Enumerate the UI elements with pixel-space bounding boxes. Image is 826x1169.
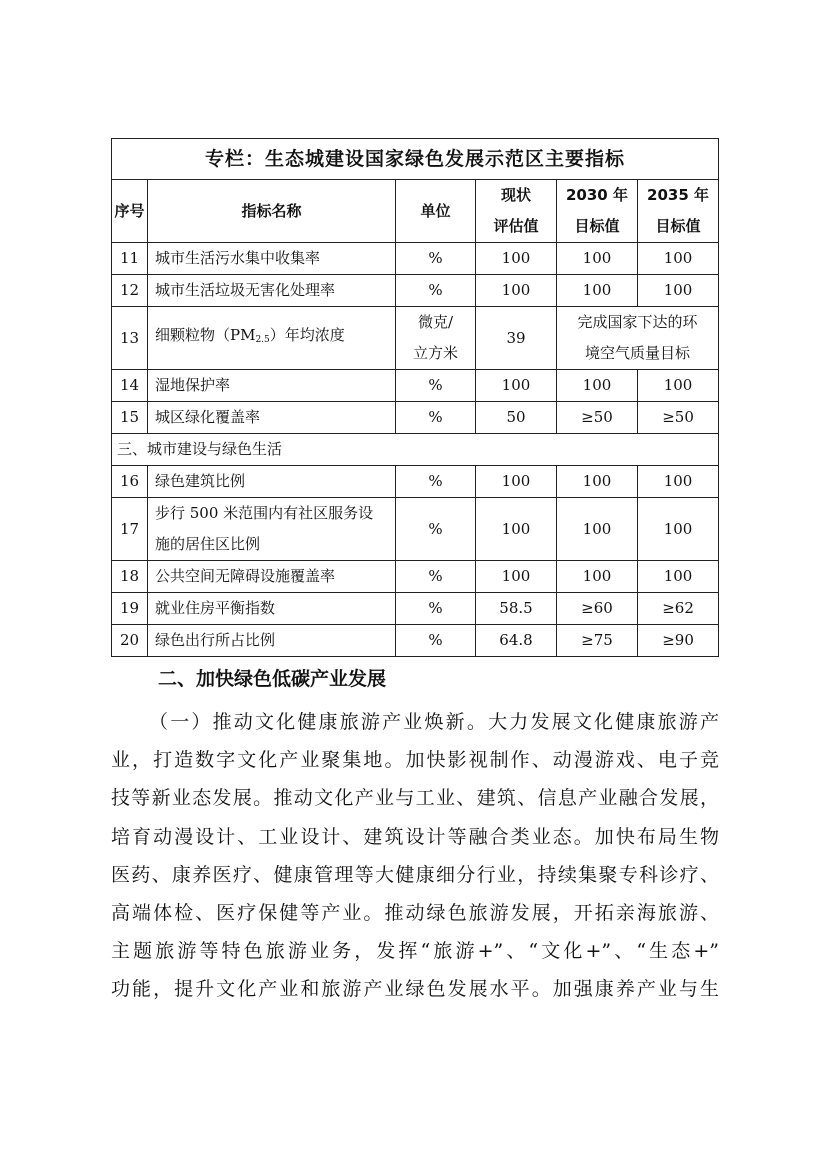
section-heading: 三、城市建设与绿色生活 xyxy=(112,434,719,466)
row-2035: ≥90 xyxy=(638,625,719,657)
row-2035: ≥50 xyxy=(638,402,719,434)
row-unit: % xyxy=(396,243,476,275)
row-unit: % xyxy=(396,370,476,402)
section-row xyxy=(112,434,719,466)
row-2030: ≥60 xyxy=(557,593,638,625)
row-2030: ≥50 xyxy=(557,402,638,434)
row-unit: % xyxy=(396,561,476,593)
row-name: 绿色出行所占比例 xyxy=(148,625,396,657)
row-name: 就业住房平衡指数 xyxy=(148,593,396,625)
row-name xyxy=(148,498,396,561)
table-row xyxy=(112,593,719,625)
row-target-merged xyxy=(557,307,719,370)
row-name-subscript: 2.5 xyxy=(255,335,270,345)
row-2030: 100 xyxy=(557,498,638,561)
section-heading-2: 二、加快绿色低碳产业发展 xyxy=(158,668,387,690)
row-target-line1: 完成国家下达的环 xyxy=(577,313,698,331)
row-unit: % xyxy=(396,402,476,434)
row-current: 64.8 xyxy=(476,625,557,657)
header-current xyxy=(476,180,557,243)
row-seq: 19 xyxy=(112,593,148,625)
row-current: 58.5 xyxy=(476,593,557,625)
table-row xyxy=(112,402,719,434)
table-row xyxy=(112,466,719,498)
row-name: 湿地保护率 xyxy=(148,370,396,402)
header-unit: 单位 xyxy=(396,180,476,243)
row-name: 绿色建筑比例 xyxy=(148,466,396,498)
row-2030: 100 xyxy=(557,561,638,593)
header-name: 指标名称 xyxy=(148,180,396,243)
row-unit: % xyxy=(396,498,476,561)
indicator-table xyxy=(111,138,719,657)
header-2030 xyxy=(557,180,638,243)
row-current: 100 xyxy=(476,243,557,275)
paragraph-lead: （一）推动文化健康旅游产业焕新。 xyxy=(149,711,489,733)
table-row xyxy=(112,561,719,593)
paragraph-line: 培育动漫设计、工业设计、建筑设计等融合类业态。加快布局生物 xyxy=(111,825,719,848)
row-unit: % xyxy=(396,275,476,307)
row-2035: 100 xyxy=(638,498,719,561)
row-seq: 11 xyxy=(112,243,148,275)
row-2030: 100 xyxy=(557,370,638,402)
row-current: 100 xyxy=(476,498,557,561)
row-2035: 100 xyxy=(638,466,719,498)
row-name-line1: 步行 500 米范围内有社区服务设 xyxy=(155,504,374,522)
row-current: 100 xyxy=(476,275,557,307)
row-seq: 15 xyxy=(112,402,148,434)
row-current: 100 xyxy=(476,561,557,593)
header-current-line1: 现状 xyxy=(500,186,531,204)
row-target-line2: 境空气质量目标 xyxy=(585,344,691,362)
row-unit: % xyxy=(396,466,476,498)
row-name: 公共空间无障碍设施覆盖率 xyxy=(148,561,396,593)
row-2030: 100 xyxy=(557,243,638,275)
header-2030-line1: 2030 年 xyxy=(566,186,628,204)
row-seq: 17 xyxy=(112,498,148,561)
row-2035: 100 xyxy=(638,561,719,593)
paragraph-line1-rest: 大力发展文化健康旅游产 xyxy=(488,711,719,733)
row-current: 100 xyxy=(476,466,557,498)
row-unit-line1: 微克/ xyxy=(417,313,454,331)
row-2035: 100 xyxy=(638,275,719,307)
table-row xyxy=(112,307,719,370)
header-2030-line2: 目标值 xyxy=(574,217,620,235)
row-name xyxy=(148,307,396,370)
table-row xyxy=(112,625,719,657)
header-seq: 序号 xyxy=(112,180,148,243)
row-unit xyxy=(396,307,476,370)
header-current-line2: 评估值 xyxy=(493,217,539,235)
row-unit-line2: 立方米 xyxy=(412,344,458,362)
row-2030: ≥75 xyxy=(557,625,638,657)
row-seq: 18 xyxy=(112,561,148,593)
row-name-post: ）年均浓度 xyxy=(269,326,345,344)
paragraph-line: 医药、康养医疗、健康管理等大健康细分行业，持续集聚专科诊疗、 xyxy=(111,863,719,886)
header-2035-line2: 目标值 xyxy=(655,217,701,235)
table-row xyxy=(112,243,719,275)
row-seq: 14 xyxy=(112,370,148,402)
paragraph-line: 高端体检、医疗保健等产业。推动绿色旅游发展，开拓亲海旅游、 xyxy=(111,902,719,925)
table-row xyxy=(112,370,719,402)
row-2030: 100 xyxy=(557,466,638,498)
table-title: 专栏：生态城建设国家绿色发展示范区主要指标 xyxy=(112,139,719,180)
row-seq: 13 xyxy=(112,307,148,370)
table-header-row xyxy=(112,180,719,243)
paragraph-line: 主题旅游等特色旅游业务，发挥“旅游+”、“文化+”、“生态+” xyxy=(111,940,719,963)
row-seq: 16 xyxy=(112,466,148,498)
body-paragraph xyxy=(111,703,719,1009)
table-row xyxy=(112,275,719,307)
row-name: 城市生活污水集中收集率 xyxy=(148,243,396,275)
row-name: 城区绿化覆盖率 xyxy=(148,402,396,434)
paragraph-line xyxy=(111,703,719,741)
header-2035-line1: 2035 年 xyxy=(647,186,710,204)
row-current: 39 xyxy=(476,307,557,370)
row-unit: % xyxy=(396,593,476,625)
row-name: 城市生活垃圾无害化处理率 xyxy=(148,275,396,307)
row-2035: 100 xyxy=(638,243,719,275)
row-name-line2: 施的居住区比例 xyxy=(155,535,261,553)
header-2035 xyxy=(638,180,719,243)
row-unit: % xyxy=(396,625,476,657)
row-seq: 20 xyxy=(112,625,148,657)
row-seq: 12 xyxy=(112,275,148,307)
row-current: 100 xyxy=(476,370,557,402)
table-row xyxy=(112,498,719,561)
row-2035: ≥62 xyxy=(638,593,719,625)
table-title-row xyxy=(112,139,719,180)
row-current: 50 xyxy=(476,402,557,434)
row-2030: 100 xyxy=(557,275,638,307)
row-name-pre: 细颗粒物（PM xyxy=(155,326,256,344)
paragraph-line: 技等新业态发展。推动文化产业与工业、建筑、信息产业融合发展， xyxy=(111,787,719,810)
paragraph-line: 功能，提升文化产业和旅游产业绿色发展水平。加强康养产业与生 xyxy=(111,978,719,1001)
row-2035: 100 xyxy=(638,370,719,402)
paragraph-line: 业，打造数字文化产业聚集地。加快影视制作、动漫游戏、电子竞 xyxy=(111,749,719,772)
